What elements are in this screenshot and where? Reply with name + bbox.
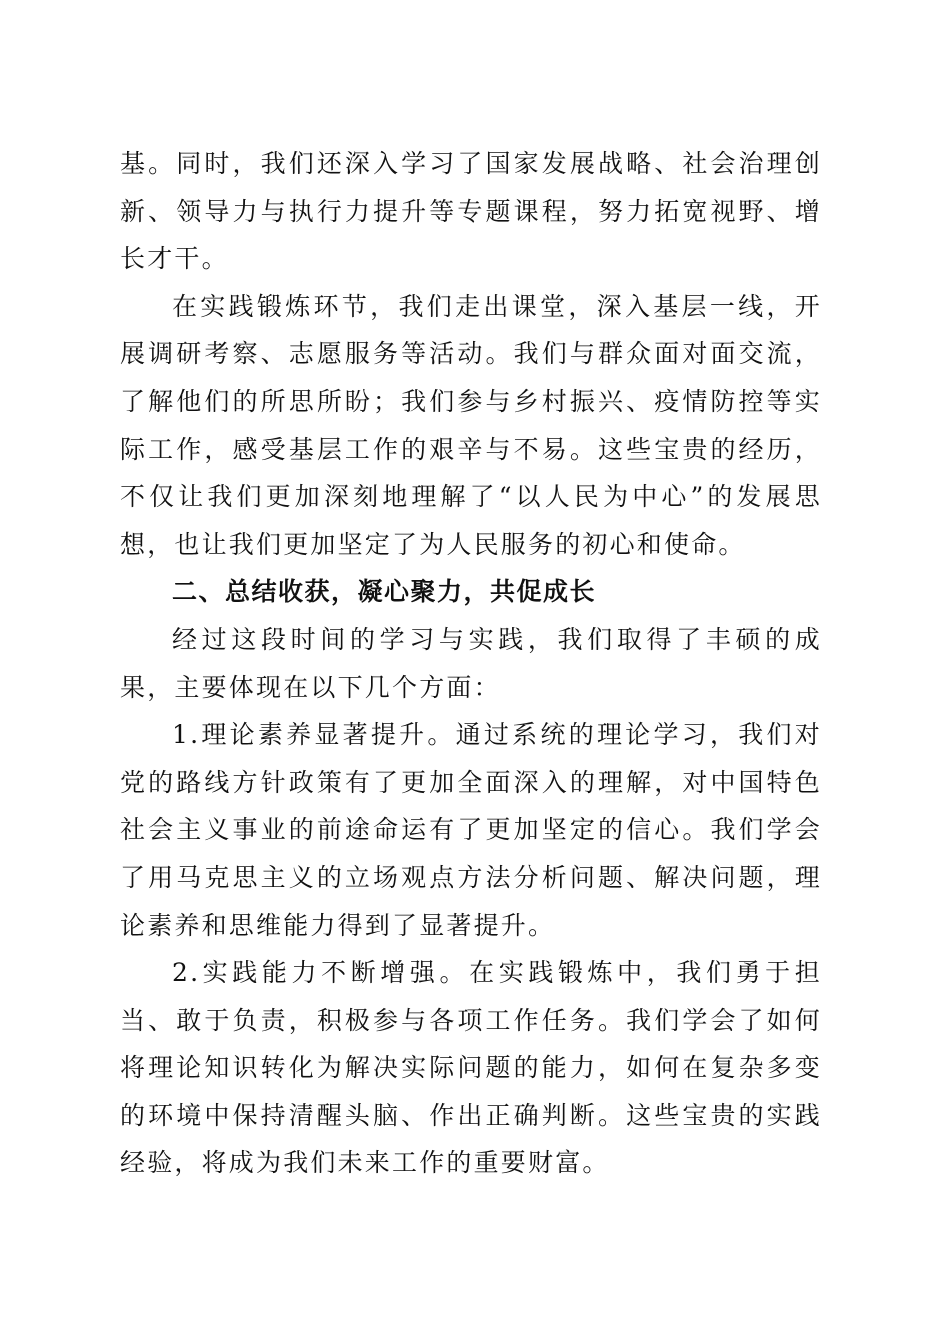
paragraph-continuation: 基。同时，我们还深入学习了国家发展战略、社会治理创新、领导力与执行力提升等专题课程，努力拓宽视野、增长才干。	[120, 149, 822, 274]
paragraph-practice: 在实践锻炼环节，我们走出课堂，深入基层一线，开展调研考察、志愿服务等活动。我们与群众面对面交流，了解他们的所思所盼；我们参与乡村振兴、疫情防控等实际工作，感受基层工作的艰辛与不易。这些宝贵的经历，不仅让我们更加深刻地理解了“以人民为中心”的发展思想，也让我们更加坚定了为人民服务的初心和使命。	[120, 291, 822, 559]
paragraph-summary-intro: 经过这段时间的学习与实践，我们取得了丰硕的成果，主要体现在以下几个方面：	[120, 624, 822, 702]
paragraph-item-1: 1.理论素养显著提升。通过系统的理论学习，我们对党的路线方针政策有了更加全面深入的理解，对中国特色社会主义事业的前途命运有了更加坚定的信心。我们学会了用马克思主义的立场观点方法分析问题、解决问题，理论素养和思维能力得到了显著提升。	[120, 720, 822, 940]
paragraph-item-2: 2.实践能力不断增强。在实践锻炼中，我们勇于担当、敢于负责，积极参与各项工作任务。我们学会了如何将理论知识转化为解决实际问题的能力，如何在复杂多变的环境中保持清醒头脑、作出正确判断。这些宝贵的实践经验，将成为我们未来工作的重要财富。	[120, 958, 822, 1178]
document-body	[120, 140, 822, 1187]
section-heading: 二、总结收获，凝心聚力，共促成长	[172, 577, 597, 607]
